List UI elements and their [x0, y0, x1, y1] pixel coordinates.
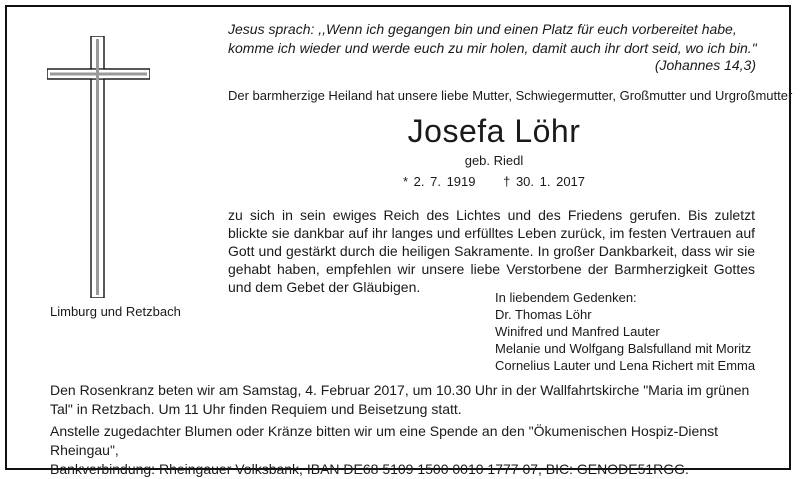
bible-quote-line-2: komme ich wieder und werde euch zu mir holen, damit auch ihr dort seid, wo ich bin.": [228, 40, 757, 56]
mourner-name: Dr. Thomas Löhr: [495, 307, 592, 322]
birth-date: * 2. 7. 1919: [402, 174, 476, 189]
death-date: † 30. 1. 2017: [503, 174, 586, 189]
mourners-heading: In liebendem Gedenken:: [495, 290, 637, 305]
bible-quote: [228, 20, 758, 58]
rosary-notice: Den Rosenkranz beten wir am Samstag, 4. Februar 2017, um 10.30 Uhr in der Wallfahrtskirche "Maria im grünen Tal" in Retzbach. Um 11 Uhr finden Requiem und Beisetzung statt.: [50, 382, 750, 417]
donation-notice: [50, 422, 770, 479]
obituary-body: zu sich in sein ewiges Reich des Lichtes und des Friedens gerufen. Bis zuletzt blickte sie dankbar auf ihr langes und erfülltes Leben zurück, im festen Vertrauen auf Gott und gestärkt durch die heiligen Sakramente. In großer Dankbarkeit, dass wir sie gehabt haben, empfehlen wir unsere liebe Verstorbene der Barmherzigkeit Gottes und dem Gebet der Gläubigen.: [228, 207, 755, 295]
intro-text: Der barmherzige Heiland hat unsere liebe Mutter, Schwiegermutter, Großmutter und Urgroßmutter: [228, 88, 793, 103]
cross-icon: [47, 36, 150, 298]
life-dates: [230, 174, 758, 189]
mourner-name: Melanie und Wolfgang Balsfulland mit Moritz: [495, 341, 752, 356]
bible-quote-line-1: Jesus sprach: ,,Wenn ich gegangen bin und einen Platz für euch vorbereitet habe,: [228, 21, 737, 37]
donation-line-1: Anstelle zugedachter Blumen oder Kränze bitten wir um eine Spende an den "Ökumenischen Hospiz-Dienst Rheingau",: [50, 423, 719, 458]
deceased-name: Josefa Löhr: [407, 113, 581, 149]
mourner-name: Winifred und Manfred Lauter: [495, 324, 660, 339]
birth-name: geb. Riedl: [464, 153, 524, 168]
donation-bank-details: Bankverbindung: Rheingauer Volksbank, IBAN DE68 5109 1500 0010 1777 07, BIC: GENODE51RGG.: [50, 461, 689, 477]
bible-reference: (Johannes 14,3): [654, 57, 756, 73]
mourners-list: [495, 289, 755, 374]
mourner-name: Cornelius Lauter und Lena Richert mit Emma: [495, 358, 756, 373]
place-of-residence: Limburg und Retzbach: [50, 304, 181, 319]
